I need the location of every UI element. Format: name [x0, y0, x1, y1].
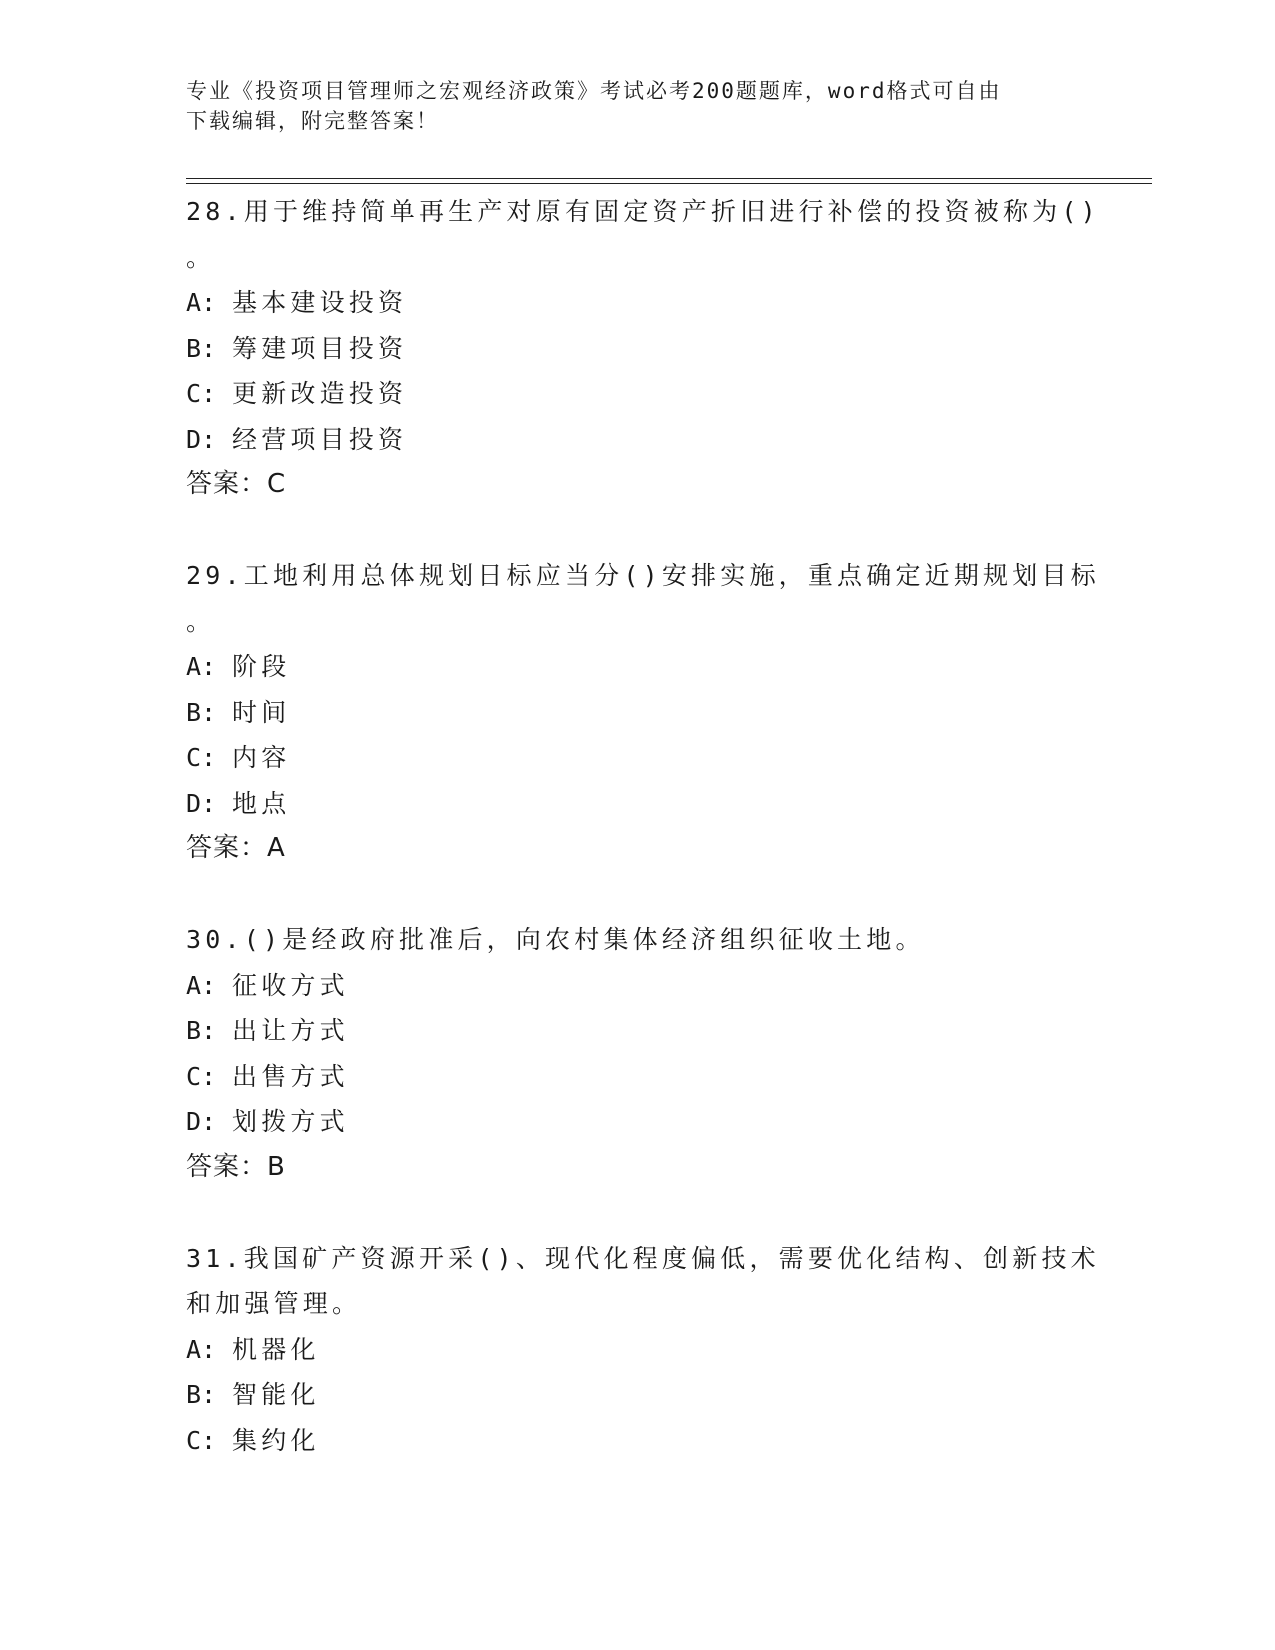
- question-text-line: 。: [186, 606, 216, 636]
- option-text: 智能化: [232, 1380, 320, 1409]
- option-key: B:: [186, 697, 217, 727]
- question-spacer: [186, 872, 1086, 918]
- question-list: [186, 189, 1100, 1463]
- option-key: B:: [186, 333, 217, 363]
- option-b: [186, 1008, 1086, 1054]
- question-spacer: [186, 1190, 1086, 1236]
- option-c: [186, 735, 1086, 781]
- question-spacer: [186, 508, 1086, 554]
- header-line-1: 专业《投资项目管理师之宏观经济政策》考试必考200题题库，word格式可自由: [186, 79, 1002, 103]
- answer-line: 答案：B: [186, 1151, 286, 1182]
- option-text: 地点: [232, 788, 291, 818]
- option-b: [186, 326, 1086, 372]
- option-text: 经营项目投资: [232, 424, 408, 454]
- option-text: 阶段: [232, 652, 291, 681]
- option-text: 内容: [232, 743, 291, 772]
- question-31: [186, 1236, 1100, 1464]
- option-key: A:: [186, 288, 217, 317]
- option-key: D:: [186, 424, 217, 454]
- question-28: [186, 189, 1100, 508]
- question-text-line: 。: [186, 242, 216, 272]
- option-key: A:: [186, 970, 217, 1000]
- option-text: 征收方式: [232, 970, 349, 1000]
- question-text-line: 29.工地利用总体规划日标应当分()安排实施，重点确定近期规划目标: [186, 561, 1100, 590]
- option-d: [186, 1099, 1086, 1145]
- option-b: [186, 1372, 1086, 1418]
- answer-line: 答案：C: [186, 469, 287, 499]
- answer-line: 答案：A: [186, 833, 286, 863]
- option-key: B:: [186, 1380, 217, 1409]
- option-a: [186, 644, 1086, 690]
- option-a: [186, 1327, 1086, 1373]
- option-text: 划拨方式: [232, 1107, 349, 1136]
- option-text: 时间: [232, 697, 291, 727]
- option-key: C:: [186, 1425, 217, 1455]
- option-key: C:: [186, 1061, 217, 1091]
- option-key: C:: [186, 379, 217, 408]
- option-text: 集约化: [232, 1425, 320, 1455]
- option-c: [186, 1418, 1086, 1464]
- header-divider-top: [186, 178, 1152, 179]
- option-key: D:: [186, 788, 217, 818]
- question-text-line: 和加强管理。: [186, 1289, 362, 1318]
- option-key: B:: [186, 1016, 217, 1045]
- option-a: [186, 280, 1086, 326]
- option-text: 更新改造投资: [232, 379, 408, 408]
- option-text: 筹建项目投资: [232, 333, 408, 363]
- option-key: D:: [186, 1107, 217, 1136]
- question-text-line: 28.用于维持简单再生产对原有固定资产折旧进行补偿的投资被称为(): [186, 197, 1100, 226]
- question-text-line: 31.我国矿产资源开采()、现代化程度偏低，需要优化结构、创新技术: [186, 1243, 1100, 1273]
- option-key: A:: [186, 1334, 217, 1364]
- option-key: C:: [186, 743, 217, 772]
- question-29: [186, 553, 1100, 872]
- option-text: 机器化: [232, 1334, 320, 1364]
- option-text: 出售方式: [232, 1061, 349, 1091]
- option-c: [186, 1054, 1086, 1100]
- question-text-line: 30.()是经政府批准后，向农村集体经济组织征收土地。: [186, 925, 925, 954]
- option-text: 基本建设投资: [232, 288, 408, 317]
- option-b: [186, 690, 1086, 736]
- option-d: [186, 781, 1086, 827]
- header-divider-bottom: [186, 183, 1152, 184]
- option-text: 出让方式: [232, 1016, 349, 1045]
- header-line-2: 下载编辑，附完整答案！: [186, 109, 439, 133]
- option-d: [186, 417, 1086, 463]
- option-c: [186, 371, 1086, 417]
- option-key: A:: [186, 652, 217, 681]
- option-a: [186, 963, 1086, 1009]
- document-header: [186, 76, 1066, 136]
- question-30: [186, 917, 1086, 1190]
